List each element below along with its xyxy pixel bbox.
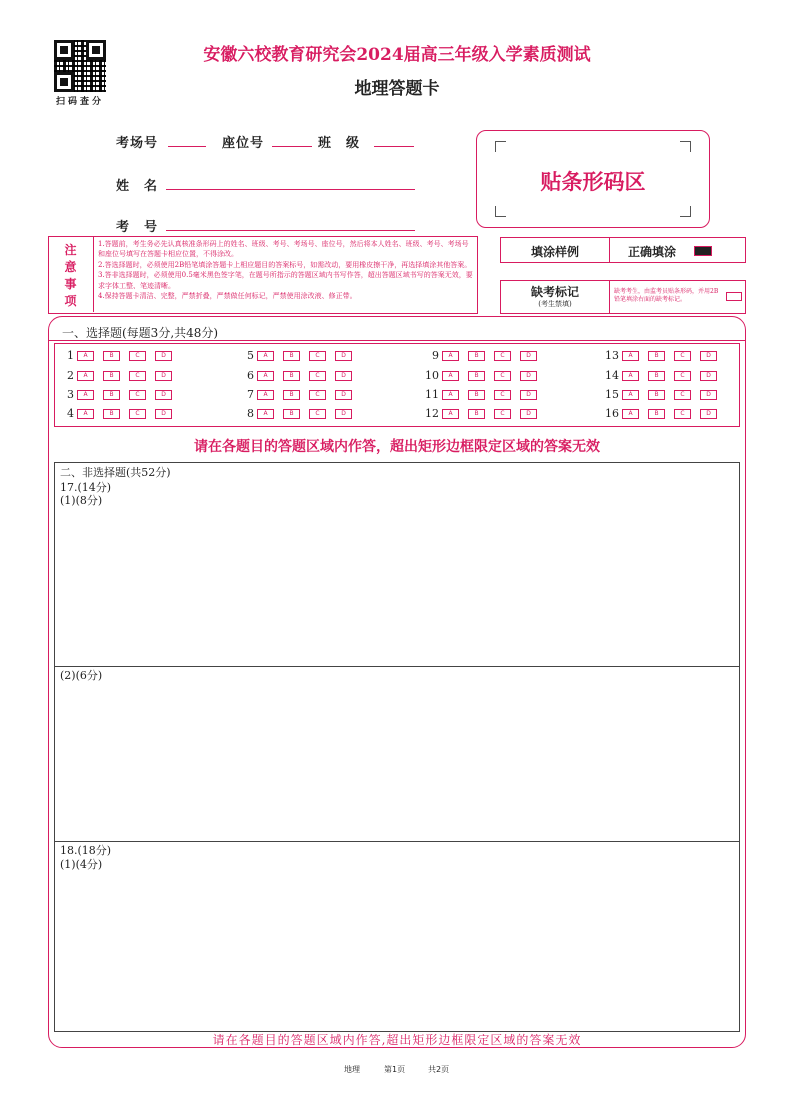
question-number: 13 bbox=[605, 349, 619, 362]
option-bubble[interactable]: B bbox=[283, 409, 300, 419]
section2-title: 二、非选择题(共52分) bbox=[60, 466, 171, 479]
exam-room-field[interactable] bbox=[168, 132, 206, 147]
option-bubble[interactable]: A bbox=[77, 351, 94, 361]
divider bbox=[54, 841, 740, 842]
question-17-2: (2)(6分) bbox=[60, 669, 103, 682]
choice-question bbox=[599, 369, 726, 381]
question-number: 4 bbox=[67, 407, 74, 420]
option-bubble[interactable]: D bbox=[155, 409, 172, 419]
option-bubble[interactable]: D bbox=[155, 371, 172, 381]
option-bubble[interactable]: A bbox=[622, 371, 639, 381]
option-bubble[interactable]: B bbox=[468, 409, 485, 419]
question-number: 9 bbox=[432, 349, 439, 362]
note-line: 3.答非选择题时，必须使用0.5毫米黑色签字笔，在题号所指示的答题区域内书写作答，超出答题区域书写的答案无效，要求字体工整、笔迹清晰。 bbox=[98, 271, 473, 290]
option-bubble[interactable]: A bbox=[622, 409, 639, 419]
option-bubble[interactable]: A bbox=[442, 371, 459, 381]
question-number: 3 bbox=[67, 388, 74, 401]
option-bubble[interactable]: D bbox=[155, 351, 172, 361]
option-bubble[interactable]: D bbox=[335, 409, 352, 419]
option-bubble[interactable]: C bbox=[674, 390, 691, 400]
option-bubble[interactable]: A bbox=[442, 351, 459, 361]
option-bubble[interactable]: B bbox=[103, 390, 120, 400]
qr-caption: 扫码查分 bbox=[55, 97, 104, 107]
option-bubble[interactable]: A bbox=[257, 351, 274, 361]
option-bubble[interactable]: D bbox=[520, 409, 537, 419]
choice-question bbox=[599, 388, 726, 400]
option-bubble[interactable]: C bbox=[129, 390, 146, 400]
seat-no-label: 座位号 bbox=[222, 136, 265, 151]
choice-question bbox=[599, 407, 726, 419]
bottom-warning-text: 请在各题目的答题区域内作答,超出矩形边框限定区域的答案无效 bbox=[212, 1033, 582, 1047]
question-number: 6 bbox=[247, 369, 254, 382]
option-bubble[interactable]: B bbox=[468, 371, 485, 381]
question-number: 16 bbox=[605, 407, 619, 420]
option-bubble[interactable]: A bbox=[442, 409, 459, 419]
option-bubble[interactable]: B bbox=[648, 371, 665, 381]
option-bubble[interactable]: C bbox=[494, 351, 511, 361]
option-bubble[interactable]: C bbox=[309, 409, 326, 419]
option-bubble[interactable]: C bbox=[674, 371, 691, 381]
class-field[interactable] bbox=[374, 132, 414, 147]
class-label: 班 级 bbox=[318, 136, 361, 151]
choice-question bbox=[240, 388, 361, 400]
divider bbox=[48, 340, 746, 341]
option-bubble[interactable]: B bbox=[283, 351, 300, 361]
question-number: 10 bbox=[425, 369, 439, 382]
question-number: 5 bbox=[247, 349, 254, 362]
absent-sublabel: (考生禁填) bbox=[538, 300, 572, 308]
option-bubble[interactable]: D bbox=[335, 371, 352, 381]
option-bubble[interactable]: D bbox=[700, 371, 717, 381]
exam-title: 安徽六校教育研究会2024届高三年级入学素质测试 bbox=[203, 45, 591, 65]
option-bubble[interactable]: A bbox=[622, 390, 639, 400]
exam-room-label: 考场号 bbox=[116, 136, 159, 151]
option-bubble[interactable]: A bbox=[442, 390, 459, 400]
question-number: 11 bbox=[425, 388, 439, 401]
question-number: 14 bbox=[605, 369, 619, 382]
exam-no-label: 考 号 bbox=[116, 220, 159, 235]
question-number: 7 bbox=[247, 388, 254, 401]
choice-question bbox=[419, 369, 546, 381]
option-bubble[interactable]: D bbox=[700, 351, 717, 361]
option-bubble[interactable]: B bbox=[648, 409, 665, 419]
exam-no-field[interactable] bbox=[166, 216, 415, 231]
choice-question bbox=[60, 349, 181, 361]
question-18: 18.(18分) bbox=[60, 844, 112, 857]
option-bubble[interactable]: A bbox=[77, 409, 94, 419]
question-number: 12 bbox=[425, 407, 439, 420]
choice-question bbox=[240, 407, 361, 419]
option-bubble[interactable]: B bbox=[468, 351, 485, 361]
choice-question bbox=[240, 369, 361, 381]
question-number: 1 bbox=[67, 349, 74, 362]
choice-question bbox=[599, 349, 726, 361]
question-17-1: (1)(8分) bbox=[60, 494, 103, 507]
absent-label: 缺考标记 bbox=[530, 285, 579, 299]
option-bubble[interactable]: C bbox=[309, 390, 326, 400]
seat-no-field[interactable] bbox=[272, 132, 312, 147]
option-bubble[interactable]: B bbox=[283, 371, 300, 381]
footer-subject: 地理 bbox=[344, 1065, 360, 1074]
notes-text bbox=[98, 239, 474, 301]
note-line: 4.保持答题卡清洁、完整，严禁折叠，严禁做任何标记，严禁使用涂改液、修正带。 bbox=[98, 292, 357, 301]
option-bubble[interactable]: A bbox=[622, 351, 639, 361]
choice-question bbox=[419, 388, 546, 400]
option-bubble[interactable]: A bbox=[257, 390, 274, 400]
option-bubble[interactable]: D bbox=[520, 390, 537, 400]
option-bubble[interactable]: D bbox=[520, 371, 537, 381]
option-bubble[interactable]: D bbox=[700, 390, 717, 400]
option-bubble[interactable]: D bbox=[335, 351, 352, 361]
option-bubble[interactable]: C bbox=[674, 351, 691, 361]
option-bubble[interactable]: C bbox=[494, 409, 511, 419]
answer-sheet-title: 地理答题卡 bbox=[354, 79, 440, 99]
note-line: 1.答题前，考生务必先认真核准条形码上的姓名、班级、考号、考场号、座位号，然后将本人姓名、班级、考号、考场号和座位号填写在答题卡相应位置，不得涂改。 bbox=[98, 240, 469, 259]
absent-note: 缺考考生，由监考员贴条形码，并用2B铅笔填涂右面的缺考标记。 bbox=[614, 288, 719, 303]
absent-mark-box[interactable] bbox=[726, 292, 742, 301]
option-bubble[interactable]: B bbox=[103, 409, 120, 419]
note-line: 2.答选择题时，必须使用2B铅笔填涂答题卡上相应题目的答案标号，如需改动，要用橡皮擦干净，再选择填涂其他答案。 bbox=[98, 260, 472, 269]
name-label: 姓 名 bbox=[116, 179, 159, 194]
option-bubble[interactable]: B bbox=[103, 351, 120, 361]
choice-question bbox=[419, 349, 546, 361]
option-bubble[interactable]: C bbox=[494, 390, 511, 400]
choice-question bbox=[419, 407, 546, 419]
question-17: 17.(14分) bbox=[60, 481, 112, 494]
choice-question bbox=[60, 388, 181, 400]
option-bubble[interactable]: B bbox=[648, 351, 665, 361]
footer-page: 第1页 bbox=[384, 1065, 406, 1074]
filled-sample-mark bbox=[694, 246, 712, 256]
question-18-1: (1)(4分) bbox=[60, 858, 103, 871]
question-number: 15 bbox=[605, 388, 619, 401]
notes-heading: 注 意 事 项 bbox=[48, 236, 94, 312]
correct-fill-label: 正确填涂 bbox=[628, 245, 677, 259]
option-bubble[interactable]: C bbox=[129, 371, 146, 381]
option-bubble[interactable]: C bbox=[494, 371, 511, 381]
option-bubble[interactable]: C bbox=[309, 351, 326, 361]
option-bubble[interactable]: C bbox=[309, 371, 326, 381]
question-number: 2 bbox=[67, 369, 74, 382]
section1-title: 一、选择题(每题3分,共48分) bbox=[62, 326, 219, 340]
option-bubble[interactable]: A bbox=[257, 409, 274, 419]
option-bubble[interactable]: B bbox=[103, 371, 120, 381]
choice-question bbox=[240, 349, 361, 361]
choice-question bbox=[60, 407, 181, 419]
option-bubble[interactable]: D bbox=[520, 351, 537, 361]
fill-sample-label: 填涂样例 bbox=[530, 245, 579, 259]
footer-total: 共2页 bbox=[428, 1065, 450, 1074]
option-bubble[interactable]: B bbox=[648, 390, 665, 400]
question-number: 8 bbox=[247, 407, 254, 420]
choice-question bbox=[60, 369, 181, 381]
option-bubble[interactable]: D bbox=[155, 390, 172, 400]
option-bubble[interactable]: A bbox=[257, 371, 274, 381]
option-bubble[interactable]: C bbox=[129, 351, 146, 361]
free-answer-box[interactable] bbox=[54, 462, 740, 1032]
divider bbox=[54, 666, 740, 667]
option-bubble[interactable]: D bbox=[700, 409, 717, 419]
option-bubble[interactable]: A bbox=[77, 390, 94, 400]
option-bubble[interactable]: B bbox=[283, 390, 300, 400]
option-bubble[interactable]: C bbox=[674, 409, 691, 419]
barcode-area-label: 贴条形码区 bbox=[540, 169, 646, 194]
option-bubble[interactable]: B bbox=[468, 390, 485, 400]
name-field[interactable] bbox=[166, 175, 415, 190]
warning-text: 请在各题目的答题区域内作答，超出矩形边框限定区域的答案无效 bbox=[194, 439, 600, 455]
option-bubble[interactable]: D bbox=[335, 390, 352, 400]
option-bubble[interactable]: C bbox=[129, 409, 146, 419]
option-bubble[interactable]: A bbox=[77, 371, 94, 381]
